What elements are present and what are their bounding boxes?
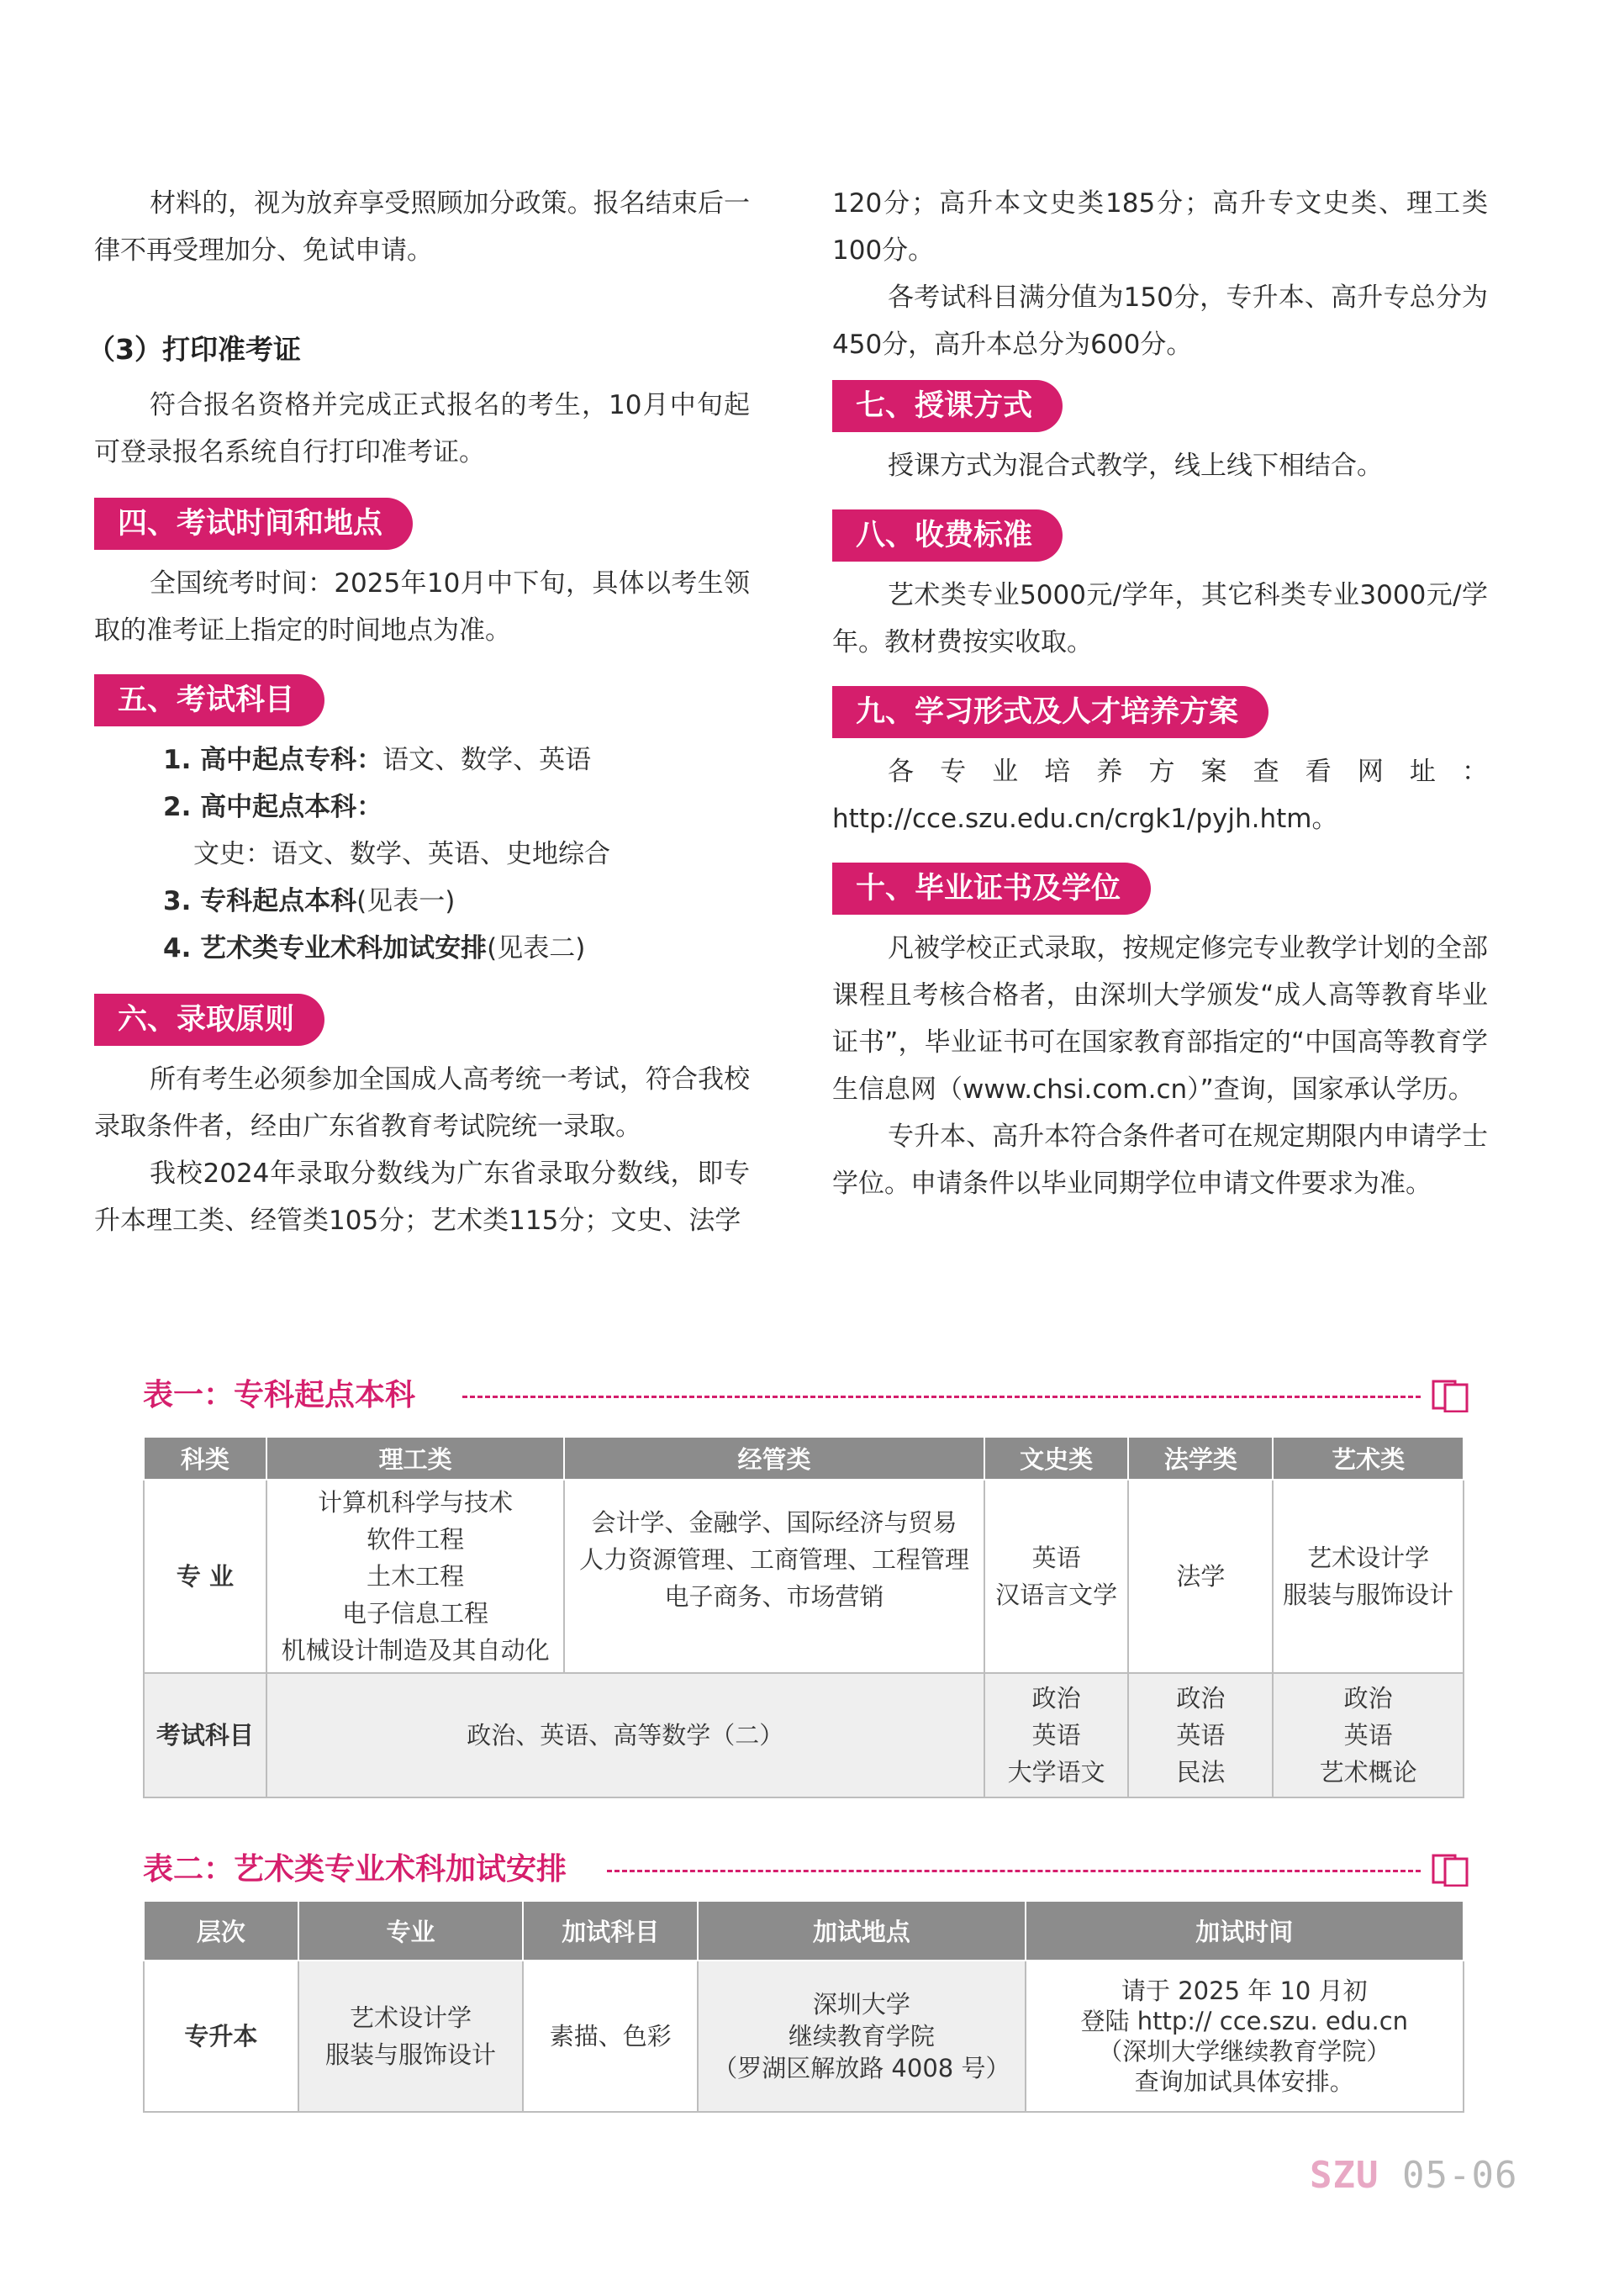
table1-row-majors	[144, 1480, 1464, 1673]
table1-subject-line: 英语	[1176, 1721, 1226, 1750]
table2-cell-subjects: 素描、色彩	[523, 1961, 698, 2112]
table1-cell-economics	[564, 1480, 984, 1673]
paragraph-fees: 艺术类专业5000元/学年，其它科类专业3000元/学年。教材费按实收取。	[832, 580, 1488, 657]
exam-subject-number: 2.	[163, 792, 201, 822]
table1-subject-line: 英语	[1343, 1721, 1393, 1750]
paragraph-continued: 材料的，视为放弃享受照顾加分政策。报名结束后一律不再受理加分、免试申请。	[94, 188, 750, 266]
paragraph-study-form: 各专业培养方案查看网址： http://cce.szu.edu.cn/crgk1/pyjh.htm。	[832, 757, 1488, 834]
paragraph-teaching-method: 授课方式为混合式教学，线上线下相结合。	[888, 451, 1383, 481]
exam-subject-number: 1.	[163, 745, 201, 775]
exam-subject-detail: 语文、数学、英语	[382, 745, 592, 775]
exam-subject-label: 高中起点专科：	[200, 745, 383, 775]
table2-time-line: （深圳大学继续教育学院）	[1098, 2037, 1391, 2066]
table2-header-row	[144, 1902, 1464, 1961]
table2-cell-location	[698, 1961, 1025, 2112]
table2-location-line: 继续教育学院	[788, 2022, 935, 2051]
table1-major-line: 会计学、金融学、国际经济与贸易	[591, 1508, 957, 1537]
book-icon	[1431, 1377, 1473, 1412]
exam-subject-label: 高中起点本科：	[200, 792, 383, 822]
table1-major-line: 机械设计制造及其自动化	[281, 1636, 550, 1665]
table2-title: 表二：艺术类专业术科加试安排	[143, 1852, 567, 1887]
table1-major-line: 英语	[1031, 1544, 1081, 1572]
table1-major-line: 人力资源管理、工商管理、工程管理	[579, 1545, 970, 1574]
section-heading-admission-principle: 六、录取原则	[94, 994, 324, 1046]
exam-subject-item	[163, 784, 750, 831]
table1-major-line: 电子商务、市场营销	[664, 1582, 884, 1611]
table1-major-line: 电子信息工程	[342, 1599, 489, 1628]
exam-subject-detail: (见表二)	[487, 933, 586, 963]
table2-title-dashline	[607, 1870, 1421, 1872]
table2-header-cell: 加试地点	[698, 1902, 1025, 1961]
section-heading-fees: 八、收费标准	[832, 509, 1063, 562]
table1-major-line: 计算机科学与技术	[318, 1488, 514, 1517]
table1-header-cell: 科类	[144, 1438, 266, 1480]
table2-location-line: （罗湖区解放路 4008 号）	[713, 2054, 1010, 2082]
table1-major-line: 土木工程	[367, 1562, 465, 1591]
table2-major-line: 服装与服饰设计	[325, 2040, 497, 2069]
exam-subject-number: 4.	[163, 933, 201, 963]
table1-title-dashline	[462, 1396, 1421, 1398]
table1-subject-line: 政治	[1031, 1684, 1081, 1713]
section-heading-teaching-method: 七、授课方式	[832, 380, 1063, 432]
table1-header-cell: 经管类	[564, 1438, 984, 1480]
exam-subject-number: 3.	[163, 886, 201, 916]
table1-row-subjects	[144, 1673, 1464, 1797]
table2-header-cell: 加试时间	[1026, 1902, 1464, 1961]
table2-time-line: 请于 2025 年 10 月初	[1121, 1977, 1368, 2005]
table2-time-line: 查询加试具体安排。	[1134, 2067, 1354, 2096]
exam-subject-label: 专科起点本科	[200, 886, 357, 916]
paragraph-diploma-1: 凡被学校正式录取，按规定修完专业教学计划的全部课程且考核合格者，由深圳大学颁发“成人高等教育毕业证书”，毕业证书可在国家教育部指定的“中国高等教育学生信息网（www.chsi.com.cn）”查询，国家承认学历。	[832, 933, 1488, 1105]
footer-brand: SZU	[1310, 2154, 1379, 2197]
table1-cell-literature-subjects	[984, 1673, 1129, 1797]
left-column	[87, 177, 750, 1244]
book-icon	[1431, 1851, 1473, 1887]
table1-major-line: 艺术设计学	[1307, 1544, 1430, 1572]
table1-major-line: 软件工程	[367, 1525, 465, 1554]
table1-cell-shared-subjects: 政治、英语、高等数学（二）	[266, 1673, 984, 1797]
table2-cell-time	[1026, 1961, 1464, 2112]
table2-major-line: 艺术设计学	[350, 2003, 472, 2032]
table1-header-cell: 法学类	[1128, 1438, 1273, 1480]
table2-time-line: 登陆 http:// cce.szu. edu.cn	[1080, 2007, 1409, 2035]
table2-header-cell: 加试科目	[523, 1902, 698, 1961]
paragraph-diploma-2: 专升本、高升本符合条件者可在规定期限内申请学士学位。申请条件以毕业同期学位申请文件要求为准。	[832, 1122, 1488, 1199]
table1-major-line: 汉语言文学	[995, 1581, 1118, 1609]
table1-subject-line: 英语	[1031, 1721, 1081, 1750]
table1-subject-line: 大学语文	[1007, 1758, 1105, 1787]
paragraph-total-score: 各考试科目满分值为150分，专升本、高升专总分为450分，高升本总分为600分。	[832, 282, 1488, 360]
exam-subject-detail: 文史：语文、数学、英语、史地综合	[193, 839, 610, 869]
table1-major-line: 服装与服饰设计	[1283, 1581, 1454, 1609]
table1-subject-line: 政治	[1176, 1684, 1226, 1713]
paragraph-admission-1: 所有考生必须参加全国成人高考统一考试，符合我校录取条件者，经由广东省教育考试院统一录取。	[94, 1064, 750, 1142]
paragraph-admission-2: 我校2024年录取分数线为广东省录取分数线，即专升本理工类、经管类105分；艺术类115分；文史、法学	[94, 1159, 750, 1236]
table1-cell-arts-subjects	[1273, 1673, 1464, 1797]
table1-cell-literature	[984, 1480, 1129, 1673]
section-heading-diploma: 十、毕业证书及学位	[832, 863, 1151, 915]
table1-header-row	[144, 1438, 1464, 1480]
paragraph-exam-time: 全国统考时间：2025年10月中下旬，具体以考生领取的准考证上指定的时间地点为准。	[94, 568, 750, 646]
page-number: 05-06	[1401, 2154, 1518, 2197]
table2-header-cell: 专业	[298, 1902, 524, 1961]
table1-cell-law-subjects	[1128, 1673, 1273, 1797]
table2-header-cell: 层次	[144, 1902, 298, 1961]
exam-subject-item	[163, 925, 750, 972]
exam-subject-item	[163, 831, 750, 878]
table1-cell-law	[1128, 1480, 1273, 1673]
exam-subject-item	[163, 736, 750, 784]
table2-location-line: 深圳大学	[812, 1990, 910, 2019]
table1-cell-engineering	[266, 1480, 565, 1673]
table2-row	[144, 1961, 1464, 2112]
table1-major-line: 法学	[1176, 1562, 1226, 1591]
table-transfer-undergrad	[143, 1438, 1464, 1798]
exam-subject-list	[163, 736, 750, 972]
table1-subject-line: 艺术概论	[1319, 1758, 1417, 1787]
section-heading-exam-time: 四、考试时间和地点	[94, 498, 413, 550]
section-heading-study-form: 九、学习形式及人才培养方案	[832, 686, 1269, 738]
table1-subject-line: 政治	[1343, 1684, 1393, 1713]
exam-subject-detail: (见表一)	[356, 886, 456, 916]
table-art-additional-test	[143, 1902, 1464, 2113]
right-column	[832, 177, 1488, 1207]
table1-label-majors: 专 业	[144, 1480, 266, 1673]
exam-subject-label: 艺术类专业术科加试安排	[200, 933, 488, 963]
table1-header-cell: 理工类	[266, 1438, 565, 1480]
paragraph-print-admission: 符合报名资格并完成正式报名的考生，10月中旬起可登录报名系统自行打印准考证。	[94, 390, 750, 467]
exam-subject-item	[163, 878, 750, 925]
page-footer	[1310, 2154, 1517, 2197]
table1-header-cell: 艺术类	[1273, 1438, 1464, 1480]
table1-title: 表一：专科起点本科	[143, 1378, 416, 1412]
section-heading-exam-subjects: 五、考试科目	[94, 674, 324, 726]
table1-label-subjects: 考试科目	[144, 1673, 266, 1797]
table2-cell-level: 专升本	[144, 1961, 298, 2112]
table2-cell-majors	[298, 1961, 524, 2112]
paragraph-score-continued: 120分；高升本文史类185分；高升专文史类、理工类100分。	[832, 188, 1488, 266]
table1-header-cell: 文史类	[984, 1438, 1129, 1480]
subheading-print-admission: （3）打印准考证	[87, 333, 301, 366]
table1-cell-arts	[1273, 1480, 1464, 1673]
table1-subject-line: 民法	[1176, 1758, 1226, 1787]
